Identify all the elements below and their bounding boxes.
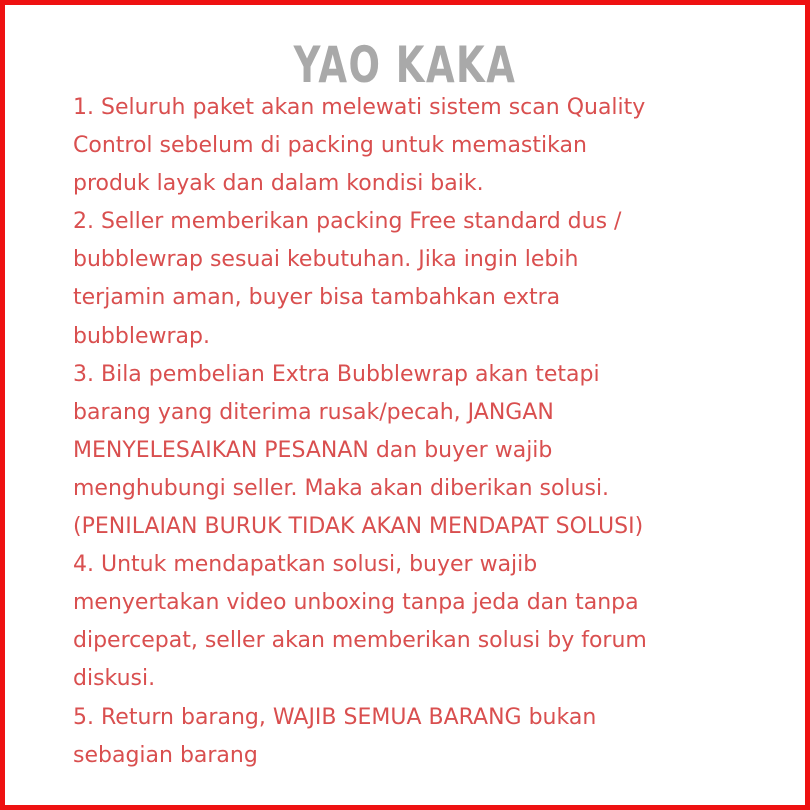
terms-line: terjamin aman, buyer bisa tambahkan extra xyxy=(73,285,561,311)
terms-line: MENYELESAIKAN PESANAN dan buyer wajib xyxy=(73,437,553,463)
brand-logo-text: YAO KAKA xyxy=(293,36,517,94)
terms-line: bubblewrap sesuai kebutuhan. Jika ingin lebih xyxy=(73,247,579,273)
terms-line: 5. Return barang, WAJIB SEMUA BARANG bukan xyxy=(73,704,597,730)
terms-list xyxy=(73,89,793,775)
terms-line: produk layak dan dalam kondisi baik. xyxy=(73,171,484,197)
terms-line: (PENILAIAN BURUK TIDAK AKAN MENDAPAT SOLUSI) xyxy=(73,514,644,540)
terms-line: Control sebelum di packing untuk memastikan xyxy=(73,133,587,159)
terms-line: 4. Untuk mendapatkan solusi, buyer wajib xyxy=(73,552,538,578)
terms-line: sebagian barang xyxy=(73,742,258,768)
terms-line: 2. Seller memberikan packing Free standard dus / xyxy=(73,209,622,235)
terms-line: barang yang diterima rusak/pecah, JANGAN xyxy=(73,399,554,425)
terms-line: dipercepat, seller akan memberikan solusi by forum xyxy=(73,628,647,654)
terms-line: menghubungi seller. Maka akan diberikan solusi. xyxy=(73,475,610,501)
terms-line: diskusi. xyxy=(73,666,156,692)
terms-line: 1. Seluruh paket akan melewati sistem scan Quality xyxy=(73,95,646,120)
terms-line: menyertakan video unboxing tanpa jeda dan tanpa xyxy=(73,590,639,616)
terms-line: 3. Bila pembelian Extra Bubblewrap akan tetapi xyxy=(73,361,600,387)
terms-line: bubblewrap. xyxy=(73,323,210,349)
